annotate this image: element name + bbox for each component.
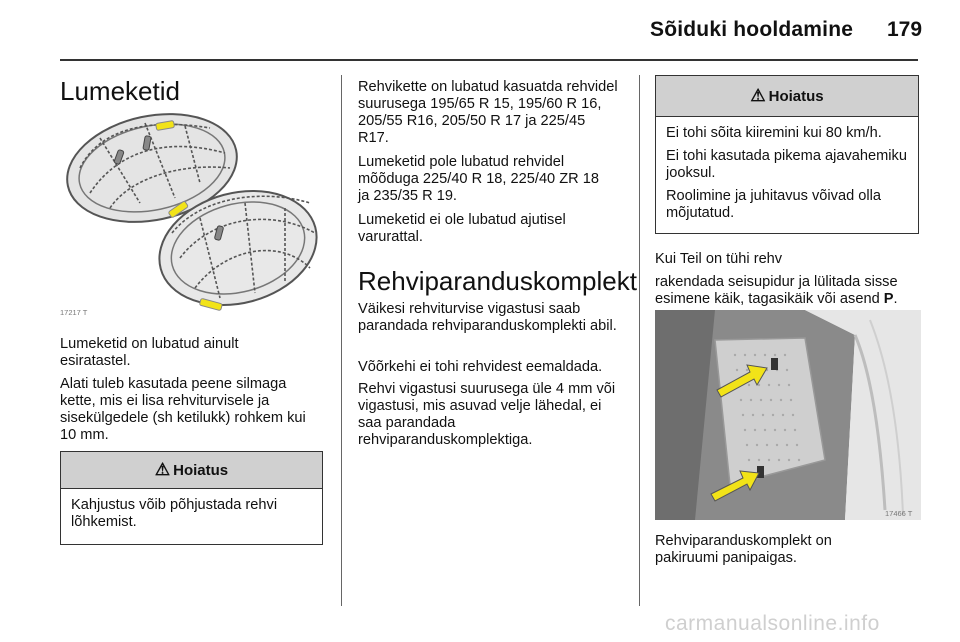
paragraph-foreign-objects: Võõrkehi ei tohi rehvidest eemaldada.: [358, 359, 603, 375]
paragraph-spare-wheel: Lumeketid ei ole lubatud ajutisel varurattal.: [358, 212, 566, 245]
column-divider-1: [341, 75, 342, 606]
repair-kit-heading: Rehviparanduskomplekt: [358, 266, 637, 296]
parking-brake-suffix: .: [893, 291, 898, 307]
paragraph-allowed-sizes: Rehvikette on lubatud kasuatda rehvidel suurusega 195/65 R 15, 195/60 R 16, 205/55 R16, 205/50 R 17 ja 225/45 R17.: [358, 79, 618, 146]
repair-kit-figure: [655, 310, 921, 520]
paragraph-kit-location: Rehviparanduskomplekt on pakiruumi panipaigas.: [655, 533, 832, 566]
snow-chains-illustration: [60, 108, 324, 320]
footer-watermark: carmanualsonline.info: [665, 612, 880, 635]
paragraph-parking-brake: [655, 274, 920, 308]
warning-triangle-icon: ⚠: [154, 460, 171, 479]
figure-id-2: 17466 T: [885, 509, 913, 518]
warning-box-1: [60, 451, 323, 545]
warning-text-1: Kahjustus võib põhjustada rehvi lõhkemist.: [71, 497, 278, 530]
snow-chains-figure: [60, 108, 324, 320]
warning-body-1: [61, 489, 322, 543]
figure-id-1: 17217 T: [60, 308, 88, 317]
repair-kit-illustration: [655, 310, 921, 520]
header-rule: [60, 59, 918, 61]
column-divider-2: [639, 75, 640, 606]
parking-brake-text: rakendada seisupidur ja lülitada sisse esimene käik, tagasikäik või asend: [655, 274, 898, 307]
warning-box-2: [655, 75, 919, 234]
warning-title-1: Hoiatus: [173, 461, 229, 479]
paragraph-large-damage: Rehvi vigastusi suurusega üle 4 mm või vigastusi, mis asuvad velje lähedal, ei saa parandada rehviparanduskomplektiga.: [358, 381, 616, 448]
paragraph-not-allowed-sizes: Lumeketid pole lubatud rehvidel mõõduga 225/40 R 18, 225/40 ZR 18 ja 235/35 R 19.: [358, 154, 599, 204]
warning-line-3: Roolimine ja juhitavus võivad olla mõjutatud.: [666, 188, 881, 221]
section-title: Sõiduki hooldamine: [650, 18, 854, 41]
paragraph-chain-thickness: Alati tuleb kasutada peene silmaga kette, mis ei lisa rehviturvisele ja sisekülgedele (sh ketilukk) rohkem kui 10 mm.: [60, 376, 306, 443]
warning-header-2: [656, 76, 918, 117]
paragraph-small-damage: Väikesi rehviturvise vigastusi saab parandada rehviparanduskomplekti abil.: [358, 301, 617, 334]
warning-title-2: Hoiatus: [768, 87, 824, 105]
warning-header-1: [61, 452, 322, 489]
warning-triangle-icon: ⚠: [750, 86, 766, 105]
snow-chains-heading: Lumeketid: [60, 76, 180, 106]
page-number: 179: [887, 18, 923, 41]
paragraph-flat-tyre: Kui Teil on tühi rehv: [655, 251, 783, 267]
warning-line-1: Ei tohi sõita kiiremini kui 80 km/h.: [666, 125, 882, 141]
gear-position-p: P: [883, 291, 894, 307]
warning-line-2: Ei tohi kasutada pikema ajavahemiku jooksul.: [666, 148, 907, 181]
paragraph-front-wheels: Lumeketid on lubatud ainult esiratastel.: [60, 336, 239, 369]
warning-body-2: [656, 117, 918, 234]
